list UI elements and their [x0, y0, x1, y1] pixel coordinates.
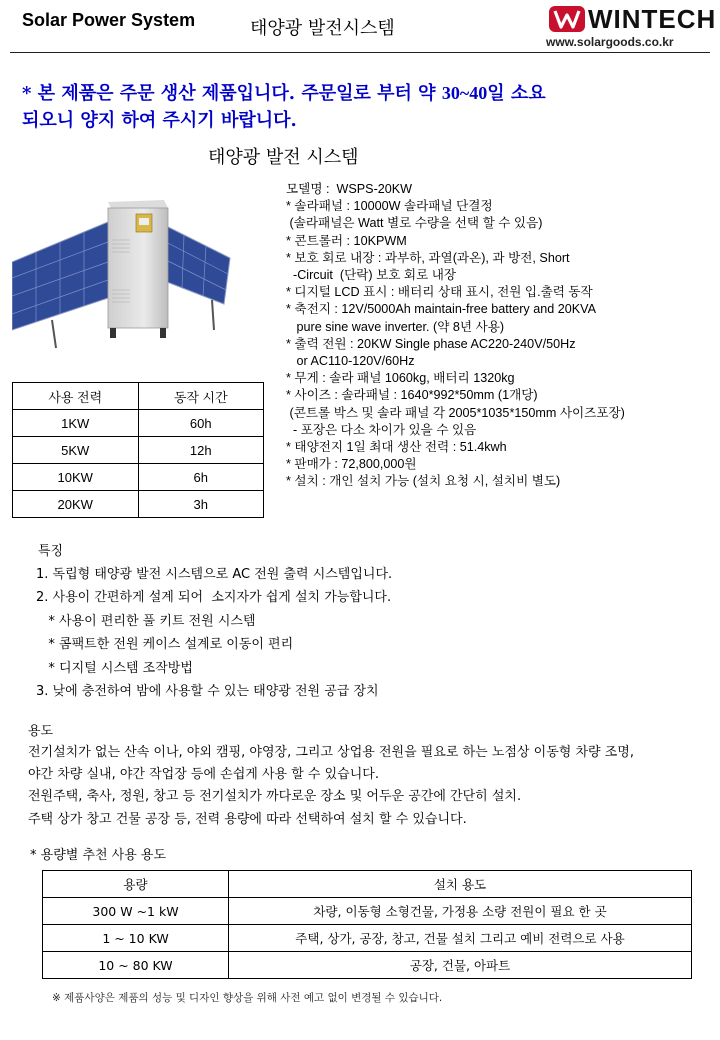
col-header-installation: 설치 용도 — [229, 871, 692, 898]
wintech-logo-icon — [548, 5, 588, 33]
notice-line2: 되오니 양지 하여 주시기 바랍니다. — [22, 110, 297, 131]
spec-line: or AC110-120V/60Hz — [286, 354, 415, 369]
spec-line: * 사이즈 : 솔라패널 : 1640*992*50mm (1개당) — [286, 388, 538, 403]
notice-line1-b: 일 소요 — [487, 83, 546, 104]
table-cell: 12h — [138, 437, 264, 464]
feature-item: 1. 독립형 태양광 발전 시스템으로 AC 전원 출력 시스템입니다. — [36, 567, 393, 582]
spec-line: * 디지털 LCD 표시 : 배터리 상태 표시, 전원 입.출력 동작 — [286, 285, 593, 300]
table-cell: 주택, 상가, 공장, 창고, 건물 설치 그리고 예비 전력으로 사용 — [229, 925, 692, 952]
table-cell: 1 ~ 10 KW — [43, 925, 229, 952]
table-row — [13, 491, 264, 518]
table-row — [43, 952, 692, 979]
uses-heading: 용도 — [28, 724, 54, 739]
table-row — [13, 410, 264, 437]
uses-line: 주택 상가 창고 건물 공장 등, 전력 용량에 따라 선택하여 설치 할 수 있습니다. — [28, 811, 467, 827]
power-usage-table — [12, 382, 264, 518]
header-title-ko: 태양광 발전시스템 — [250, 18, 395, 39]
table-cell: 60h — [138, 410, 264, 437]
features-heading: 특징 — [38, 544, 64, 559]
website-url[interactable]: www.solargoods.co.kr — [546, 35, 674, 49]
col-header-power: 사용 전력 — [13, 383, 139, 410]
table-cell: 5KW — [13, 437, 139, 464]
spec-line: (콘트롤 박스 및 솔라 패널 각 2005*1035*150mm 사이즈포장) — [286, 405, 625, 420]
brand-name: WINTECH — [588, 4, 717, 34]
section-title: 태양광 발전 시스템 — [208, 147, 359, 168]
uses-line: 야간 차량 실내, 야간 작업장 등에 손쉽게 사용 할 수 있습니다. — [28, 767, 379, 783]
feature-item: 2. 사용이 간편하게 설계 되어 소지자가 쉽게 설치 가능합니다. — [36, 590, 392, 606]
uses-text — [28, 742, 634, 831]
brand-logo[interactable] — [548, 4, 717, 35]
col-header-capacity: 용량 — [43, 871, 229, 898]
spec-line: * 콘트롤러 : 10KPWM — [286, 233, 407, 248]
spec-line: pure sine wave inverter. (약 8년 사용) — [286, 319, 505, 334]
recommend-heading: * 용량별 추천 사용 용도 — [30, 848, 167, 863]
table-cell: 1KW — [13, 410, 139, 437]
table-row — [13, 464, 264, 491]
footnote: ※ 제품사양은 제품의 성능 및 디자인 향상을 위해 사전 예고 없이 변경될 수 있습니다. — [52, 992, 443, 1004]
spec-line: * 축전지 : 12V/5000Ah maintain-free battery and 20KVA — [286, 302, 596, 317]
features-list — [36, 563, 392, 703]
spec-line: -Circuit (단락) 보호 회로 내장 — [286, 268, 457, 283]
feature-item: * 콤팩트한 전원 케이스 설계로 이동이 편리 — [36, 637, 294, 653]
table-row — [13, 437, 264, 464]
spec-line: * 설치 : 개인 설치 가능 (설치 요청 시, 설치비 별도) — [286, 474, 561, 489]
feature-item: * 디지털 시스템 조작방법 — [36, 660, 193, 676]
order-notice — [22, 80, 546, 134]
product-photo — [12, 180, 266, 350]
table-cell: 20KW — [13, 491, 139, 518]
spec-line: * 보호 회로 내장 : 과부하, 과열(과온), 과 방전, Short — [286, 250, 570, 265]
feature-item: * 사용이 편리한 풀 키트 전원 시스템 — [36, 613, 256, 629]
table-cell: 공장, 건물, 아파트 — [229, 952, 692, 979]
spec-line: * 무게 : 솔라 패널 1060kg, 배터리 1320kg — [286, 371, 515, 386]
table-row — [43, 898, 692, 925]
spec-line: * 솔라패널 : 10000W 솔라패널 단결정 — [286, 199, 493, 214]
table-cell: 10 ~ 80 KW — [43, 952, 229, 979]
spec-line: * 태양전지 1일 최대 생산 전력 : 51.4kwh — [286, 440, 507, 455]
table-header-row — [43, 871, 692, 898]
spec-line: (솔라패널은 Watt 별로 수량을 선택 할 수 있음) — [286, 216, 543, 231]
uses-line: 전기설치가 없는 산속 이나, 야외 캠핑, 야영장, 그리고 상업용 전원을 필요로 하는 노점상 이동형 차량 조명, — [28, 745, 634, 760]
table-cell: 6h — [138, 464, 264, 491]
col-header-runtime: 동작 시간 — [138, 383, 264, 410]
notice-line1-a: * 본 제품은 주문 생산 제품입니다. 주문일로 부터 약 — [22, 83, 442, 104]
solar-system-illustration — [12, 180, 266, 350]
table-cell: 10KW — [13, 464, 139, 491]
spec-line: * 출력 전원 : 20KW Single phase AC220-240V/50Hz — [286, 336, 576, 351]
spec-line: 모델명 : WSPS-20KW — [286, 182, 413, 196]
uses-line: 전원주택, 축사, 정원, 창고 등 전기설치가 까다로운 장소 및 어두운 공간에 간단히 설치. — [28, 789, 522, 805]
table-header-row — [13, 383, 264, 410]
header-divider — [10, 52, 710, 53]
spec-line: * 판매가 : 72,800,000원 — [286, 457, 417, 472]
capacity-recommendation-table — [42, 870, 692, 979]
table-cell: 차량, 이동형 소형건물, 가정용 소량 전원이 필요 한 곳 — [229, 898, 692, 925]
header-title-en: Solar Power System — [22, 10, 196, 30]
feature-item: 3. 낮에 충전하여 밤에 사용할 수 있는 태양광 전원 공급 장치 — [36, 684, 379, 700]
table-cell: 300 W ~1 kW — [43, 898, 229, 925]
notice-line1-days: 30~40 — [441, 83, 488, 103]
spec-list — [286, 181, 716, 491]
spec-line: - 포장은 다소 차이가 있을 수 있음 — [286, 422, 477, 437]
table-cell: 3h — [138, 491, 264, 518]
table-row — [43, 925, 692, 952]
